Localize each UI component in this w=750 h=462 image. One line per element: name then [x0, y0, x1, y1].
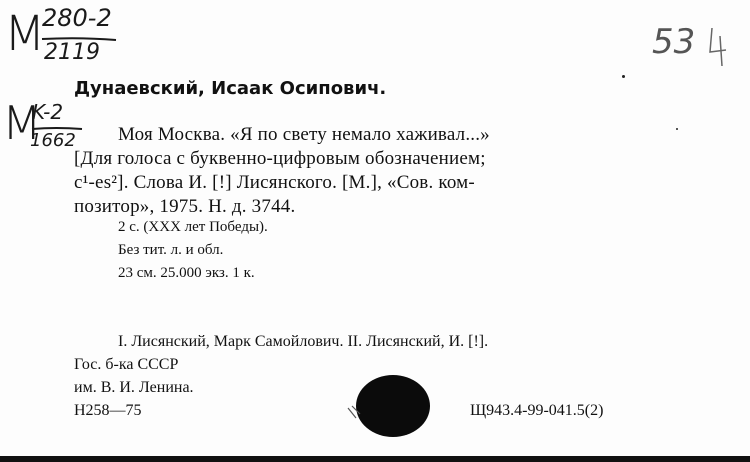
punch-hole-mark	[346, 404, 366, 424]
punch-hole	[356, 375, 430, 437]
corner-number: 53	[652, 22, 696, 62]
call-mark-1-top: 280-2	[42, 4, 112, 32]
call-mark-2-bottom: 1662	[30, 130, 76, 151]
corner-mark	[706, 22, 736, 72]
note-no-title: Без тит. л. и обл.	[118, 242, 224, 258]
speck	[676, 128, 678, 130]
description-line-4: позитор», 1975. Н. д. 3744.	[74, 196, 296, 217]
description-line-3: c¹-es²]. Слова И. [!] Лисянского. [М.], «Сов. ком-	[74, 172, 475, 193]
library-line-2: им. В. И. Ленина.	[74, 379, 194, 396]
library-line-1: Гос. б-ка СССР	[74, 356, 179, 373]
note-pagination: 2 с. (XXX лет Победы).	[118, 219, 268, 235]
classification-number: Щ943.4-99-041.5(2)	[470, 402, 604, 419]
card-number: Н258—75	[74, 402, 142, 419]
description-line-2: [Для голоса с буквенно-цифровым обозначением;	[74, 148, 486, 169]
author-heading: Дунаевский, Исаак Осипович.	[74, 78, 387, 99]
call-mark-1-bottom: 2119	[44, 40, 100, 65]
call-mark-2-top: K-2	[32, 100, 64, 124]
tracings: I. Лисянский, Марк Самойлович. II. Лисянский, И. [!].	[118, 333, 489, 350]
call-mark-1-letter: M	[4, 6, 44, 62]
speck	[622, 75, 625, 78]
note-size: 23 см. 25.000 экз. 1 к.	[118, 265, 255, 281]
description-line-1: Моя Москва. «Я по свету немало хаживал...»	[118, 124, 490, 145]
call-mark-2-letter: M	[2, 96, 40, 150]
card-bottom-border	[0, 456, 750, 462]
